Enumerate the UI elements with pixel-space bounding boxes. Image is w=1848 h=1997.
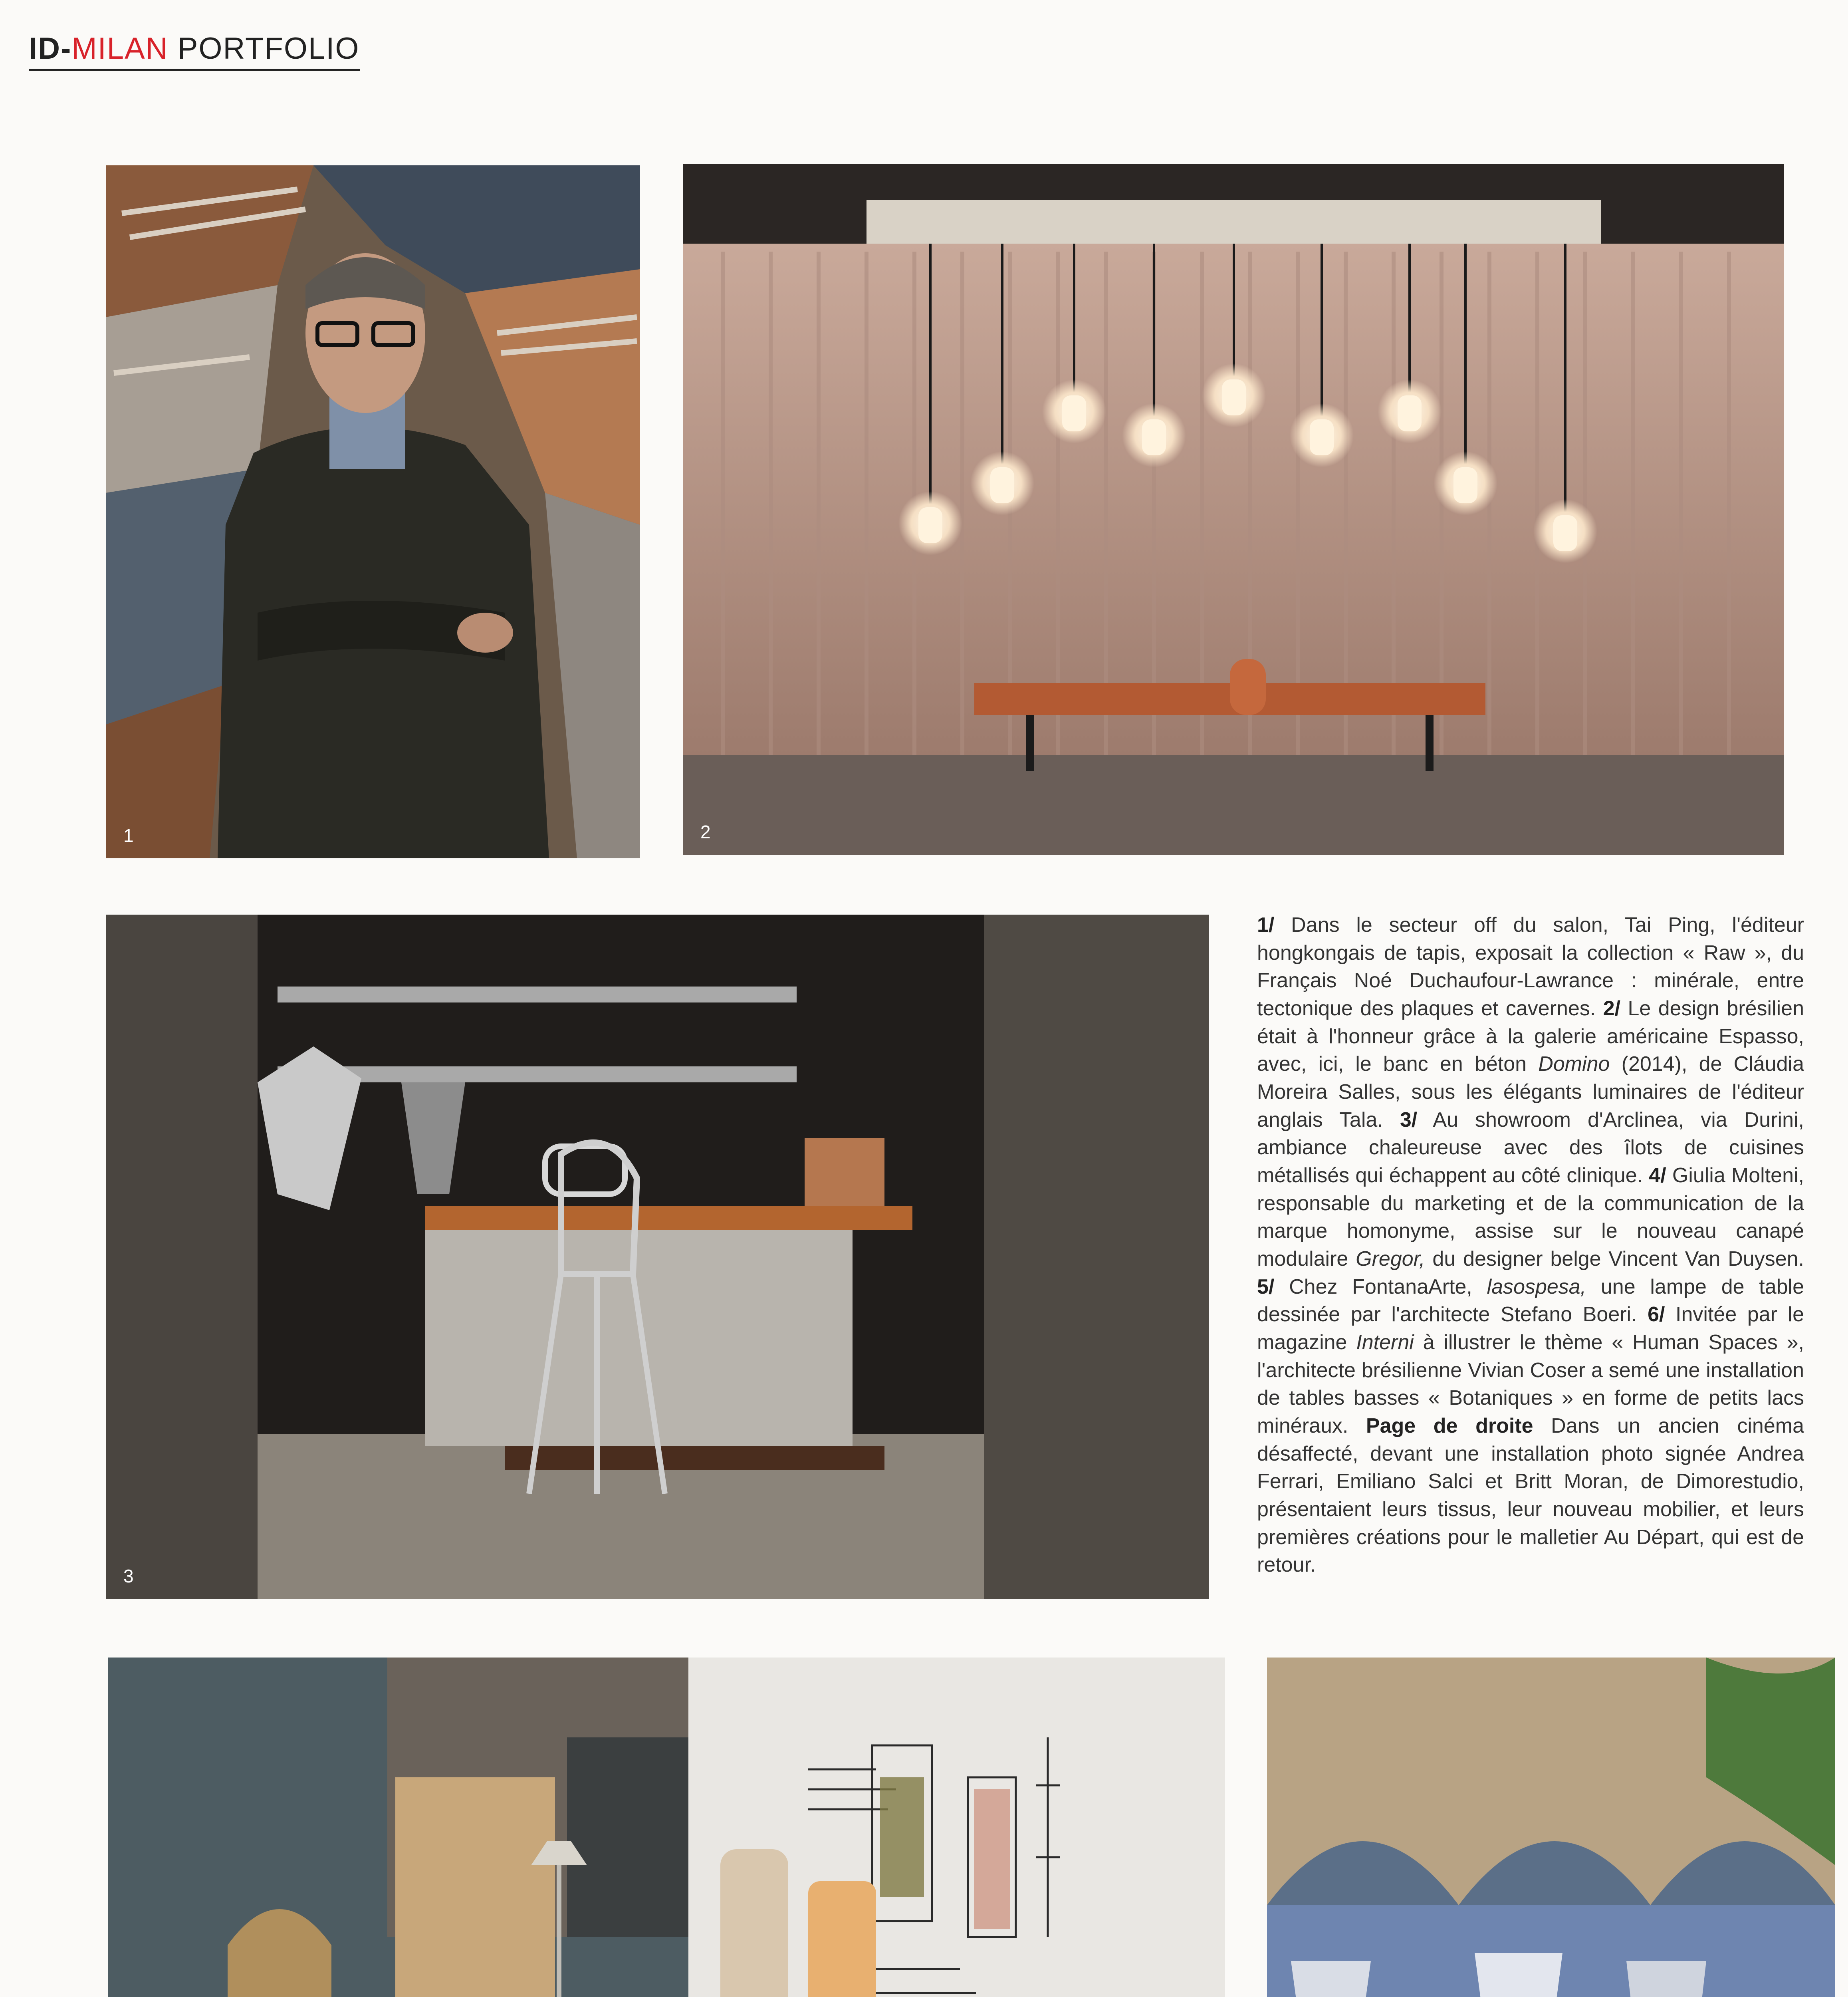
photo-1-image — [106, 165, 640, 858]
photo-1-portrait — [106, 165, 640, 858]
photo-number: 3 — [123, 1566, 134, 1586]
photo-5-image — [688, 1658, 1225, 1997]
header-id: ID- — [29, 32, 72, 66]
photo-4-sofa — [108, 1658, 739, 1997]
photo-4-image — [108, 1658, 739, 1997]
photo-number: 2 — [700, 822, 711, 842]
photo-2-room — [683, 164, 1784, 855]
caption-4: 4/ Giulia Molteni, responsable du marketing et de la communication de la marque homonyme, assise sur le nouveau canapé modulaire Gregor, du designer belge Vincent Van Duysen. — [1257, 1164, 1804, 1271]
caption-6: 6/ Invitée par le magazine Interni à illustrer le thème « Human Spaces », l'architecte brésilienne Vivian Coser a semé une installation de tables basses « Botaniques » en forme de petits lacs minéraux. — [1257, 1303, 1804, 1438]
section-header — [29, 34, 360, 71]
caption-3: 3/ Au showroom d'Arclinea, via Durini, ambiance chaleureuse avec des îlots de cuisines métallisés qui échappent au côté clinique. — [1257, 1108, 1804, 1187]
caption-1: 1/ Dans le secteur off du salon, Tai Ping, l'éditeur hongkongais de tapis, exposait la collection « Raw », du Français Noé Duchaufour-Lawrance : minérale, entre tectonique des plaques et cavernes. — [1257, 913, 1804, 1020]
caption-block — [1257, 911, 1804, 1579]
header-milan: MILAN — [71, 32, 169, 66]
photo-number: 1 — [123, 825, 134, 846]
header-portfolio: PORTFOLIO — [168, 32, 360, 66]
caption-5: 5/ Chez FontanaArte, lasospesa, une lampe de table dessinée par l'architecte Stefano Boeri. — [1257, 1275, 1804, 1326]
caption-page-de-droite: Page de droite Dans un ancien cinéma désaffecté, devant une installation photo signée Andrea Ferrari, Emiliano Salci et Britt Moran, de Dimorestudio, présentaient leurs tissus, leur nouveau mobilier, et leurs premières créations pour le malletier Au Départ, qui est de retour. — [1257, 1414, 1804, 1577]
photo-6-courtyard — [1267, 1658, 1835, 1997]
photo-2-image — [683, 164, 1784, 855]
caption-2: 2/ Le design brésilien était à l'honneur grâce à la galerie américaine Espasso, avec, ici, le banc en béton Domino (2014), de Cláudia Moreira Salles, sous les élégants luminaires de l'éditeur anglais Tala. — [1257, 997, 1804, 1132]
photo-5-lamps — [688, 1658, 1225, 1997]
photo-3-kitchen — [106, 915, 1209, 1599]
photo-3-image — [106, 915, 1209, 1599]
photo-6-image — [1267, 1658, 1835, 1997]
